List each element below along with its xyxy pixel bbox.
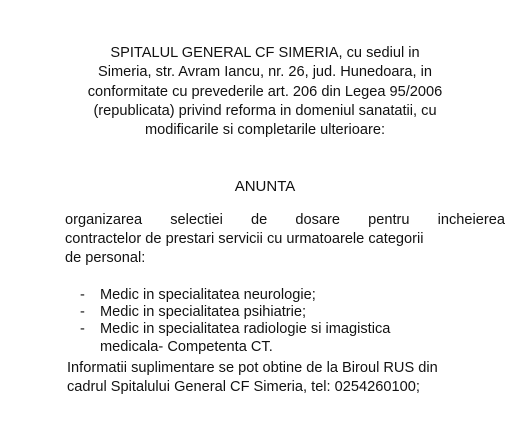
bullet-dash: -	[80, 321, 85, 338]
intro-line: (republicata) privind reforma in domeniul sanatatii, cu	[93, 102, 437, 119]
personnel-list	[80, 287, 390, 356]
list-item	[80, 321, 390, 355]
list-item-text: Medic in specialitatea neurologie;	[100, 287, 316, 303]
intro-block	[60, 44, 470, 140]
intro-line: Simeria, str. Avram Iancu, nr. 26, jud. Hunedoara, in	[98, 64, 432, 81]
paragraph-line: contractelor de prestari servicii cu urmatoarele categorii	[65, 231, 424, 247]
list-item-continuation: medicala- Competenta CT.	[100, 338, 273, 355]
list-item-text: Medic in specialitatea psihiatrie;	[100, 304, 307, 321]
contact-info	[67, 359, 438, 397]
info-line: Informatii suplimentare se pot obtine de la Biroul RUS din	[67, 360, 438, 376]
intro-line: modificarile si completarile ulterioare:	[144, 122, 386, 139]
list-item	[80, 304, 390, 321]
intro-line: SPITALUL GENERAL CF SIMERIA, cu sediul in	[110, 45, 420, 61]
announcement-heading: ANUNTA	[234, 178, 296, 195]
list-item	[80, 287, 390, 304]
intro-line: conformitate cu prevederile art. 206 din Legea 95/2006	[87, 83, 443, 100]
selection-paragraph	[65, 211, 505, 268]
paragraph-line: de personal:	[65, 250, 146, 266]
paragraph-line: organizarea selectiei de dosare pentru incheierea	[65, 212, 505, 228]
bullet-dash: -	[80, 304, 85, 321]
info-line: cadrul Spitalului General CF Simeria, tel: 0254260100;	[67, 379, 420, 395]
list-item-text: Medic in specialitatea radiologie si imagistica	[100, 321, 391, 338]
bullet-dash: -	[80, 287, 85, 303]
